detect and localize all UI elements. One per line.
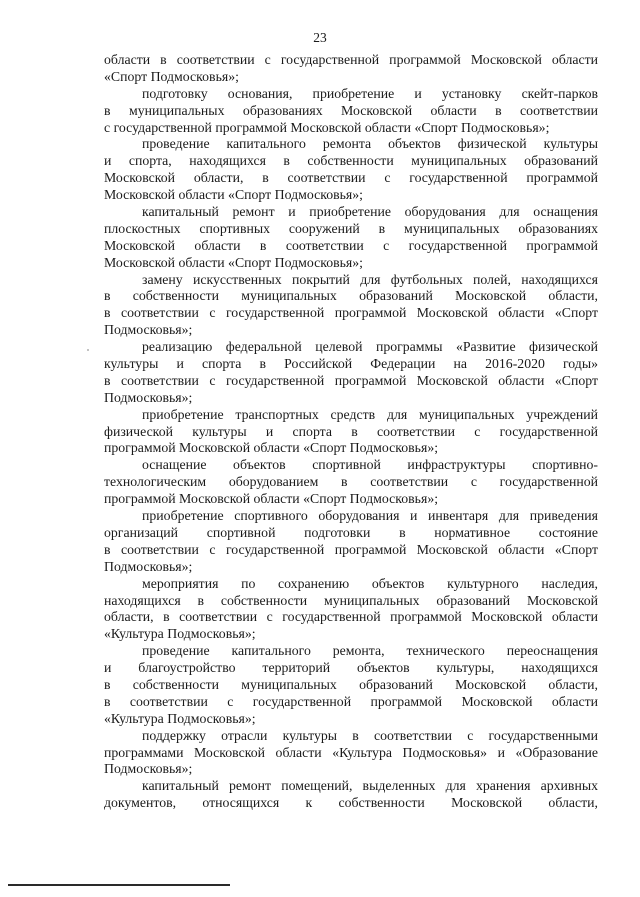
text-line: в соответствии с государственной программой Московской области «Спорт bbox=[104, 541, 598, 557]
text-line: «Культура Подмосковья»; bbox=[104, 710, 256, 726]
text-line: Московской области «Спорт Подмосковья»; bbox=[104, 254, 363, 270]
text-line: и спорта, находящихся в собственности муниципальных образований bbox=[104, 153, 598, 169]
text-line: находящихся в собственности муниципальных образований Московской bbox=[104, 592, 598, 608]
paragraph bbox=[104, 728, 598, 779]
paragraph bbox=[104, 136, 598, 204]
text-line: Подмосковья»; bbox=[104, 761, 193, 777]
text-line: области в соответствии с государственной программой Московской области bbox=[104, 52, 598, 67]
paragraph bbox=[104, 643, 598, 727]
margin-speck bbox=[87, 349, 89, 351]
footer-rule bbox=[8, 884, 230, 886]
text-line: в собственности муниципальных образований Московской области, bbox=[104, 676, 598, 692]
text-line: капитальный ремонт и приобретение оборудования для оснащения bbox=[142, 204, 598, 220]
text-line: Подмосковья»; bbox=[104, 558, 193, 574]
text-line: программой Московской области «Спорт Подмосковья»; bbox=[104, 440, 439, 456]
text-line: физической культуры и спорта в соответствии с государственной bbox=[104, 423, 598, 439]
document-body bbox=[104, 52, 598, 812]
text-line: в соответствии с государственной программой Московской области bbox=[104, 693, 598, 709]
paragraph bbox=[104, 204, 598, 272]
paragraph bbox=[104, 576, 598, 644]
text-line: Подмосковья»; bbox=[104, 322, 193, 338]
text-line: Подмосковья»; bbox=[104, 389, 193, 405]
text-line: с государственной программой Московской области «Спорт Подмосковья»; bbox=[104, 119, 550, 135]
text-line: плоскостных спортивных сооружений в муниципальных образованиях bbox=[104, 220, 598, 236]
text-line: проведение капитального ремонта, технического переоснащения bbox=[142, 643, 598, 659]
paragraph bbox=[104, 272, 598, 340]
text-line: Московской области «Спорт Подмосковья»; bbox=[104, 187, 363, 203]
paragraph bbox=[104, 407, 598, 458]
text-line: замену искусственных покрытий для футбольных полей, находящихся bbox=[142, 271, 598, 287]
text-line: капитальный ремонт помещений, выделенных для хранения архивных bbox=[142, 778, 598, 794]
text-line: оснащение объектов спортивной инфраструктуры спортивно- bbox=[142, 457, 598, 473]
text-line: мероприятия по сохранению объектов культурного наследия, bbox=[142, 575, 598, 591]
paragraph bbox=[104, 778, 598, 812]
text-line: приобретение транспортных средств для муниципальных учреждений bbox=[142, 406, 598, 422]
text-line: подготовку основания, приобретение и установку скейт-парков bbox=[142, 85, 598, 101]
text-line: «Спорт Подмосковья»; bbox=[104, 68, 239, 84]
text-line: приобретение спортивного оборудования и инвентаря для приведения bbox=[142, 508, 598, 524]
text-line: Московской области в соответствии с государственной программой bbox=[104, 237, 598, 253]
text-line: поддержку отрасли культуры в соответствии с государственными bbox=[142, 727, 598, 743]
text-line: программами Московской области «Культура Подмосковья» и «Образование bbox=[104, 744, 598, 760]
text-line: в муниципальных образованиях Московской области в соответствии bbox=[104, 102, 598, 118]
paragraph bbox=[104, 508, 598, 576]
text-line: проведение капитального ремонта объектов физической культуры bbox=[142, 136, 598, 152]
text-line: технологическим оборудованием в соответствии с государственной bbox=[104, 474, 598, 490]
paragraph bbox=[104, 339, 598, 407]
text-line: документов, относящихся к собственности Московской области, bbox=[104, 795, 598, 811]
paragraph bbox=[104, 52, 598, 86]
paragraph bbox=[104, 86, 598, 137]
text-line: области, в соответствии с государственной программой Московской области bbox=[104, 609, 598, 625]
text-line: программой Московской области «Спорт Подмосковья»; bbox=[104, 491, 439, 507]
text-line: организаций спортивной подготовки в нормативное состояние bbox=[104, 524, 598, 540]
text-line: в соответствии с государственной программой Московской области «Спорт bbox=[104, 372, 598, 388]
text-line: культуры и спорта в Российской Федерации на 2016-2020 годы» bbox=[104, 356, 598, 372]
text-line: в соответствии с государственной программой Московской области «Спорт bbox=[104, 305, 598, 321]
text-line: Московской области, в соответствии с государственной программой bbox=[104, 170, 598, 186]
text-line: в собственности муниципальных образований Московской области, bbox=[104, 288, 598, 304]
text-line: реализацию федеральной целевой программы «Развитие физической bbox=[142, 339, 598, 355]
text-line: «Культура Подмосковья»; bbox=[104, 626, 256, 642]
page-number: 23 bbox=[313, 30, 327, 45]
text-line: и благоустройство территорий объектов культуры, находящихся bbox=[104, 660, 598, 676]
paragraph bbox=[104, 457, 598, 508]
